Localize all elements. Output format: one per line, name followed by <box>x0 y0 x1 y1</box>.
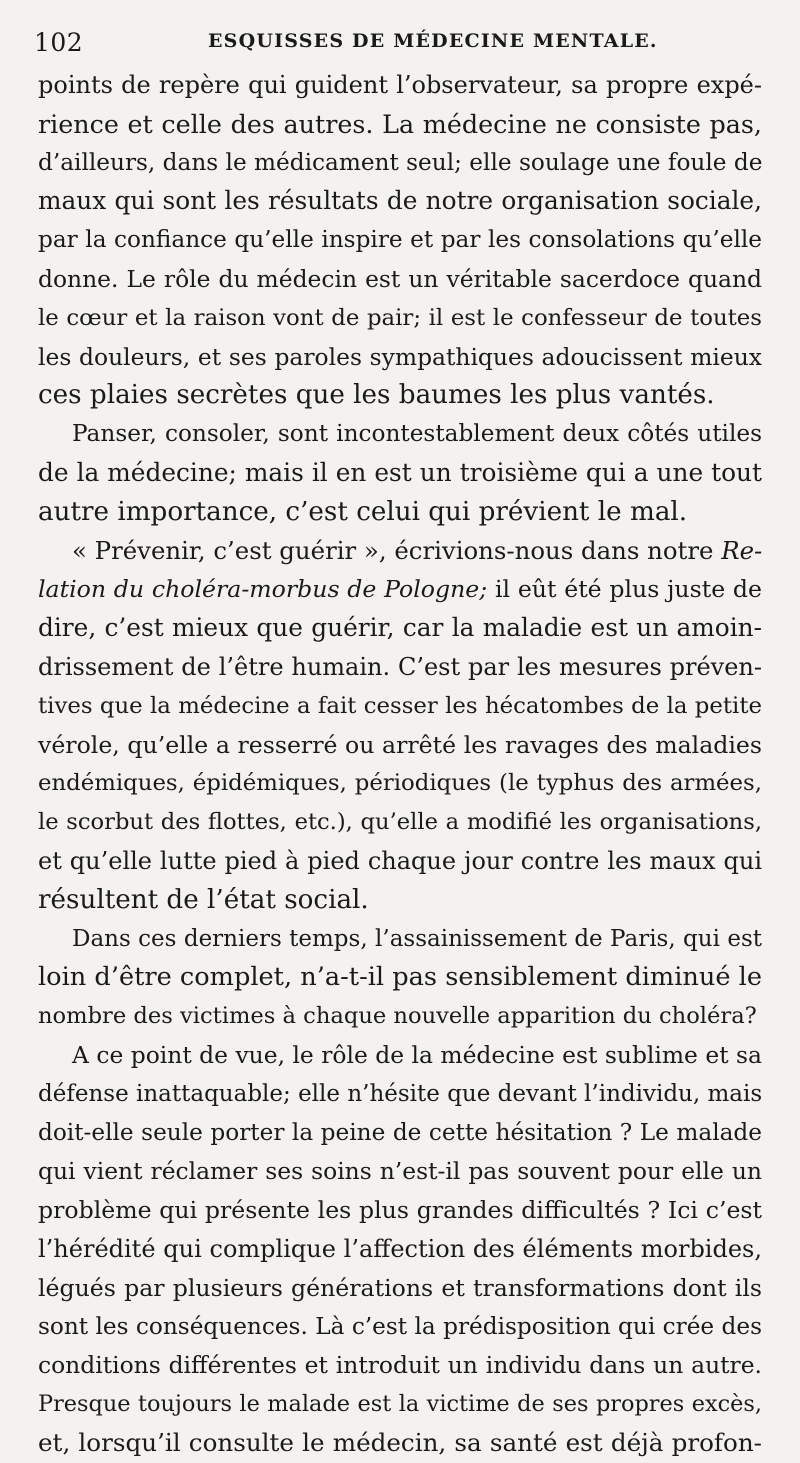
text-line: de la médecine; mais il en est un troisième qui a une tout <box>38 457 762 487</box>
text-line: le scorbut des flottes, etc.), qu’elle a modifié les organisations, <box>38 809 762 836</box>
italic-title-segment: Re- <box>721 535 763 565</box>
text-line: drissement de l’être humain. C’est par les mesures préven- <box>38 652 762 681</box>
text-line: et qu’elle lutte pied à pied chaque jour contre les maux qui <box>38 846 762 875</box>
text-line: Dans ces derniers temps, l’assainissement de Paris, qui est <box>72 925 762 952</box>
text-line: les douleurs, et ses paroles sympathiques adoucissent mieux <box>38 342 762 371</box>
text-line: le cœur et la raison vont de pair; il est le confesseur de toutes <box>38 304 762 331</box>
text-line: A ce point de vue, le rôle de la médecine est sublime et sa <box>72 1040 762 1069</box>
text-line: Panser, consoler, sont incontestablement deux côtés utiles <box>72 420 762 448</box>
text-line: et, lorsqu’il consulte le médecin, sa santé est déjà profon- <box>38 1427 762 1457</box>
text-line: par la confiance qu’elle inspire et par les consolations qu’elle <box>38 226 762 254</box>
text-line: d’ailleurs, dans le médicament seul; elle soulage une foule de <box>38 148 763 176</box>
text-line: vérole, qu’elle a resserré ou arrêté les ravages des maladies <box>38 730 762 759</box>
text-line: résultent de l’état social. <box>38 884 369 915</box>
text-line: tives que la médecine a fait cesser les hécatombes de la petite <box>38 692 762 719</box>
text-line: nombre des victimes à chaque nouvelle apparition du choléra? <box>38 1003 757 1030</box>
page-number: 102 <box>34 28 84 57</box>
text-line: dire, c’est mieux que guérir, car la maladie est un amoin- <box>38 613 762 643</box>
text-line: problème qui présente les plus grandes difficultés ? Ici c’est <box>38 1196 762 1225</box>
text-line: autre importance, c’est celui qui prévient le mal. <box>38 496 688 527</box>
text-segment: « Prévenir, c’est guérir », écrivions-nous dans notre <box>72 535 722 565</box>
text-line: légués par plusieurs générations et transformations dont ils <box>38 1273 762 1302</box>
text-line: défense inattaquable; elle n’hésite que devant l’individu, mais <box>38 1080 763 1107</box>
text-line: maux qui sont les résultats de notre organisation sociale, <box>38 186 762 216</box>
text-line: sont les conséquences. Là c’est la prédisposition qui crée des <box>38 1312 762 1340</box>
text-line: rience et celle des autres. La médecine ne consiste pas, <box>38 108 762 139</box>
text-line: l’hérédité qui complique l’affection des éléments morbides, <box>38 1234 762 1263</box>
text-line: points de repère qui guident l’observateur, sa propre expé- <box>38 71 762 99</box>
text-segment: il eût été plus juste de <box>487 575 762 604</box>
text-line: endémiques, épidémiques, périodiques (le typhus des armées, <box>38 770 762 797</box>
body-text <box>38 66 762 1463</box>
italic-title-segment: lation du choléra-morbus de Pologne; <box>38 575 488 604</box>
running-title: ESQUISSES DE MÉDECINE MENTALE. <box>208 30 658 52</box>
text-line: conditions différentes et introduit un individu dans un autre. <box>38 1351 762 1380</box>
text-line: doit-elle seule porter la peine de cette hésitation ? Le malade <box>38 1118 762 1146</box>
text-line: qui vient réclamer ses soins n’est-il pas souvent pour elle un <box>38 1157 762 1186</box>
text-line <box>38 532 762 571</box>
text-line: donne. Le rôle du médecin est un véritable sacerdoce quand <box>38 264 762 293</box>
text-line <box>38 570 762 609</box>
text-line: loin d’être complet, n’a-t-il pas sensiblement diminué le <box>38 962 762 993</box>
text-line: Presque toujours le malade est la victime de ses propres excès, <box>38 1391 762 1418</box>
page-header <box>34 26 774 62</box>
text-line: ces plaies secrètes que les baumes les plus vantés. <box>38 380 715 411</box>
